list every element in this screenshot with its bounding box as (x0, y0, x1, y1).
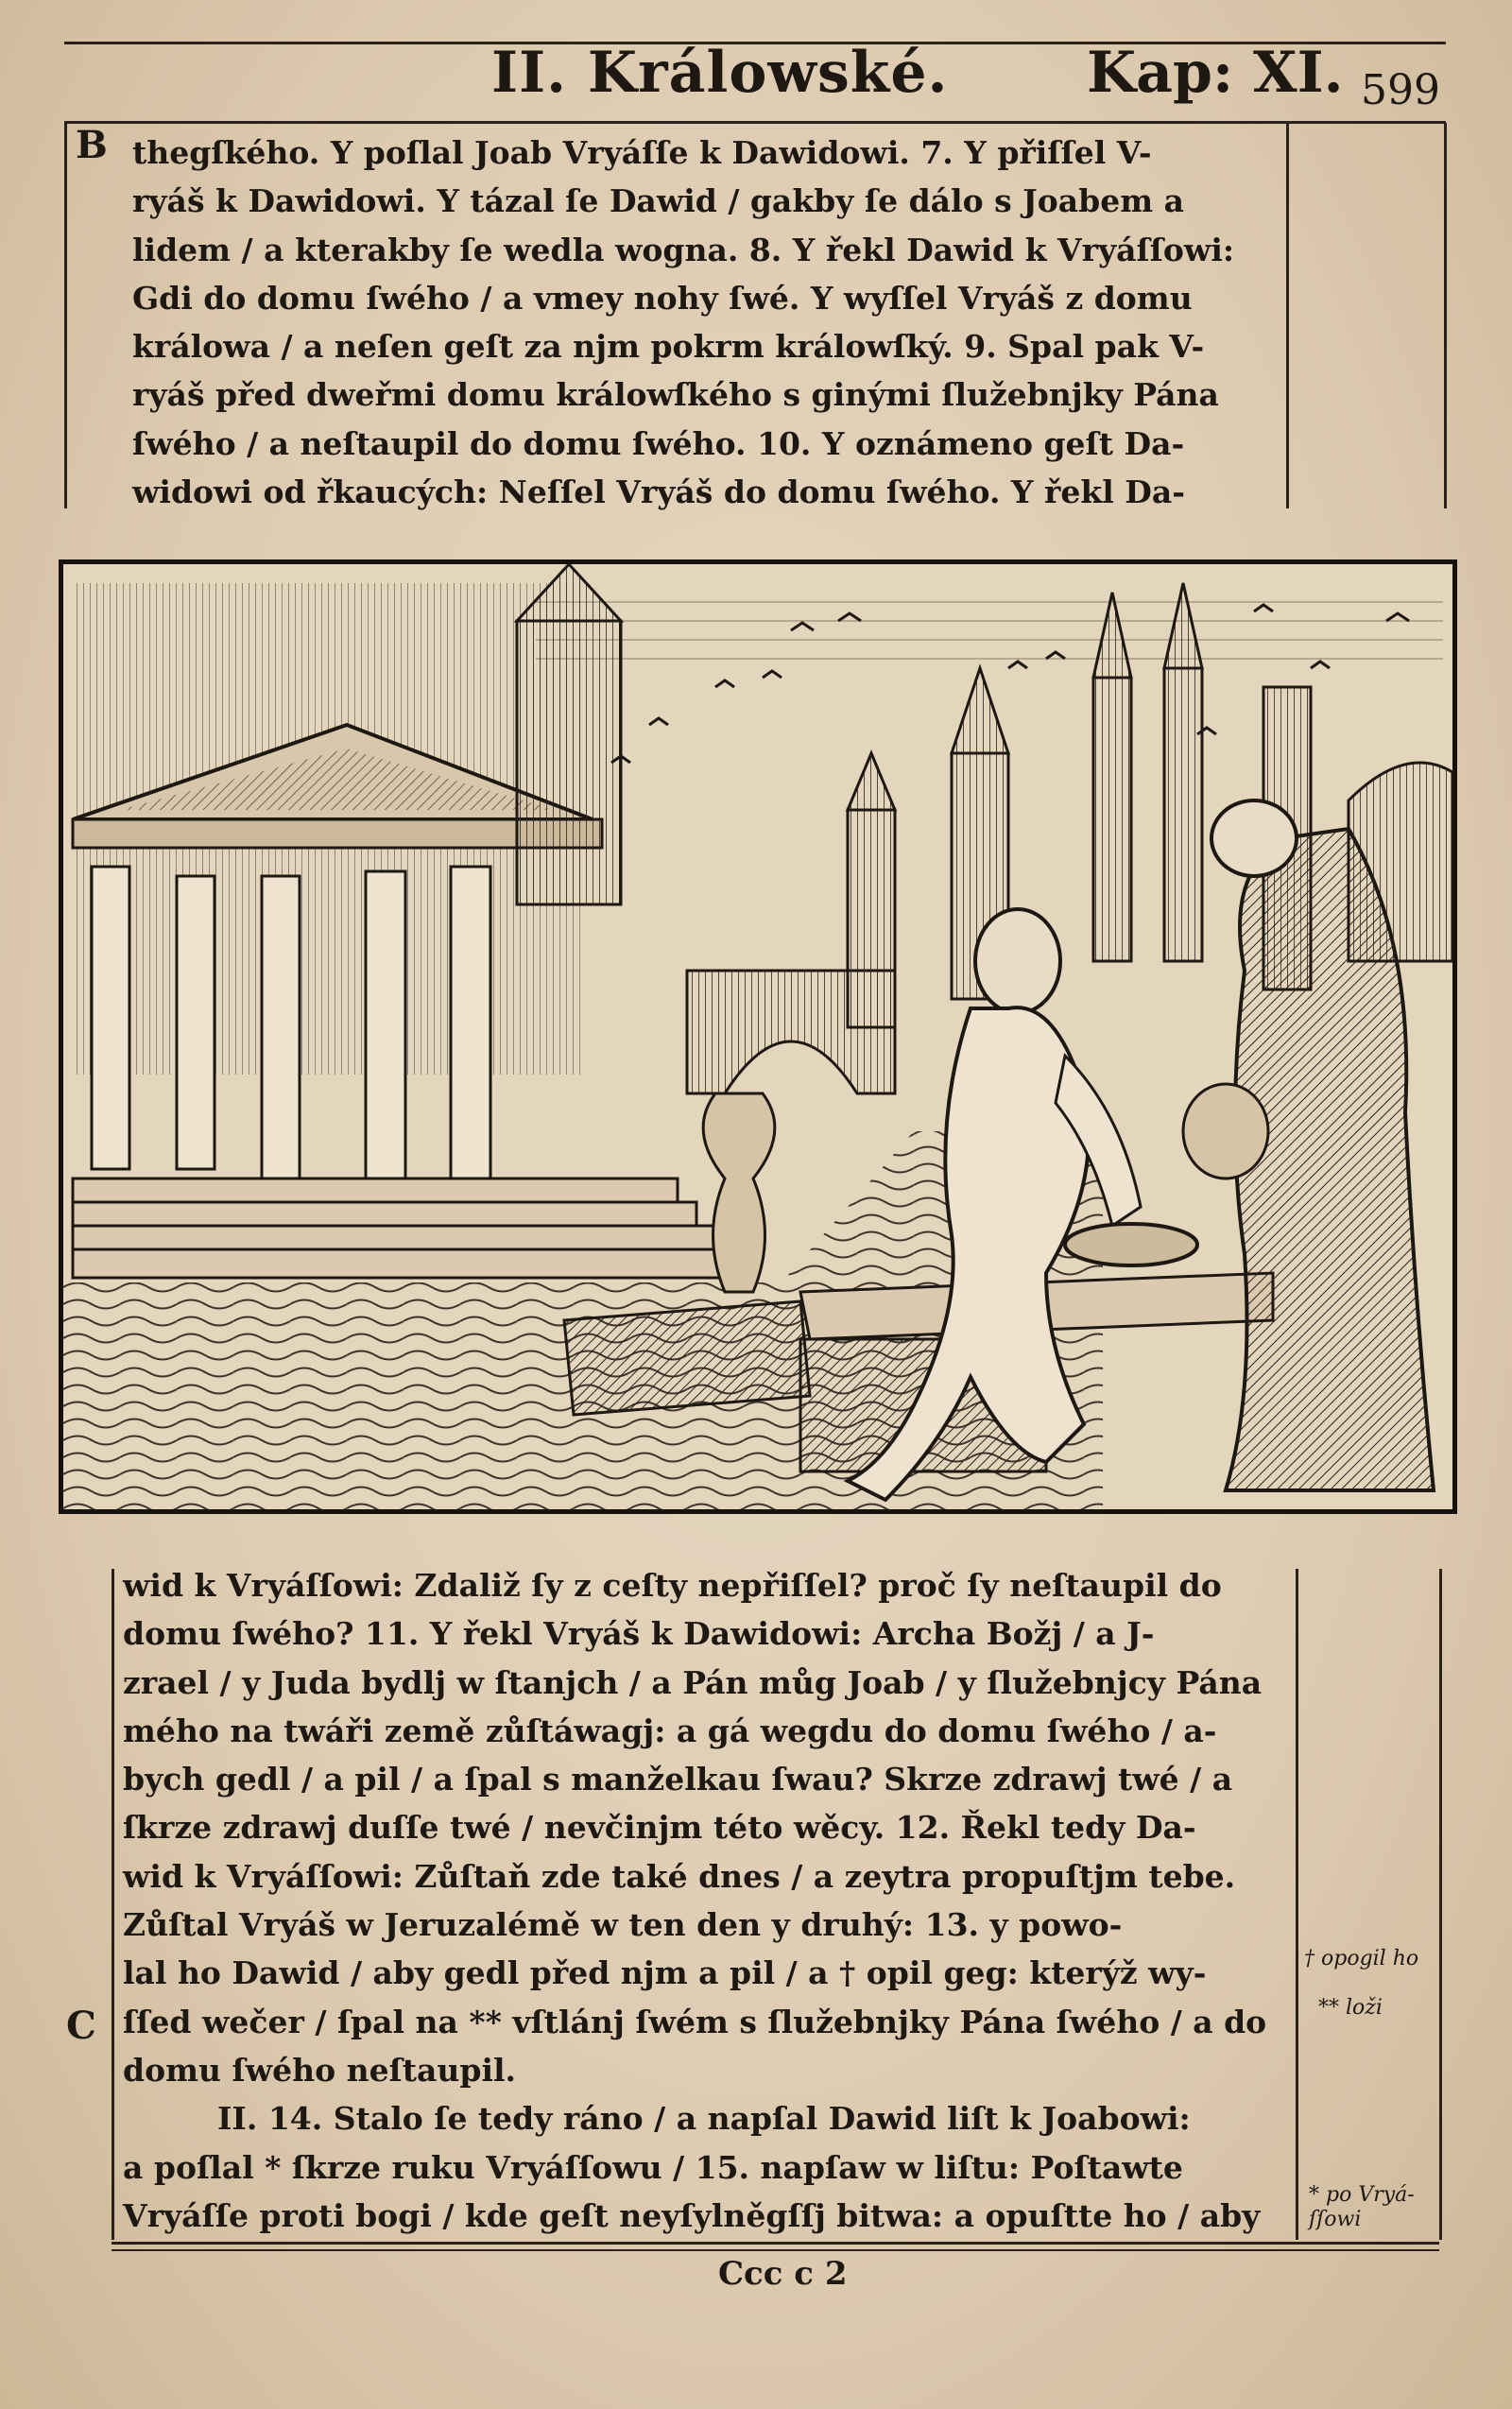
text-line: domu ſwého? 11. Y řekl Vryáš k Dawidowi: Archa Božj / a J- (123, 1615, 1155, 1653)
gathering-signature: Ccc c 2 (718, 2255, 848, 2293)
text-line: a poſlal * ſkrze ruku Vryáſſowu / 15. napſaw w liſtu: Poſtawte (123, 2148, 1183, 2186)
bottom-text-block (123, 1561, 1266, 2240)
text-line: wid k Vryáſſowi: Zůſtaň zde také dnes / a zeytra propuſtjm tebe. (123, 1857, 1236, 1895)
text-line: ſſed wečer / ſpal na ** vſtlánj ſwém s ſlužebnjky Pána ſwého / a do (123, 2003, 1267, 2040)
margin-note-line: * po Vryá- (1309, 2183, 1415, 2207)
text-line: ryáš před dweřmi domu králowſkého s ginými ſlužebnjky Pána (132, 376, 1219, 414)
text-line: wid k Vryáſſowi: Zdaliž ſy z ceſty nepřiſſel? proč ſy neſtaupil do (123, 1567, 1222, 1604)
section-marker-b: B (76, 123, 108, 167)
text-line: mého na twáři země zůſtáwagj: a gá wegdu do domu ſwého / a- (123, 1712, 1217, 1749)
bathsheba-woodcut-image (63, 564, 1452, 1509)
text-line: widowi od řkaucých: Neſſel Vryáš do domu ſwého. Y řekl Da- (132, 473, 1185, 511)
text-line: Zůſtal Vryáš w Jeruzalémě w ten den y druhý: 13. y powo- (123, 1906, 1123, 1944)
running-head-title: II. Králowské. (491, 40, 949, 106)
text-line: lal ho Dawid / aby gedl před njm a pil / a † opil geg: kterýž wy- (123, 1954, 1207, 1992)
text-line: Gdi do domu ſwého / a vmey nohy ſwé. Y wyſſel Vryáš z domu (132, 279, 1193, 317)
woodcut-illustration (59, 559, 1457, 1514)
text-line: thegſkého. Y poſlal Joab Vryáſſe k Dawidowi. 7. Y přiſſel V- (132, 134, 1152, 171)
margin-note-lozi: ** loži (1318, 1996, 1383, 2020)
text-line: králowa / a neſen geſt za njm pokrm králowſký. 9. Spal pak V- (132, 328, 1205, 366)
folio-number: 599 (1361, 66, 1440, 114)
text-line: lidem / a kterakby ſe wedla wogna. 8. Y řekl Dawid k Vryáſſowi: (132, 231, 1235, 268)
text-line: ſwého / a neſtaupil do domu ſwého. 10. Y oznámeno geſt Da- (132, 424, 1185, 462)
section-marker-c: C (66, 2004, 96, 2048)
footer-rule-double (112, 2249, 1439, 2251)
margin-note-vryasowi (1309, 2183, 1415, 2232)
text-line: ryáš k Dawidowi. Y tázal ſe Dawid / gakby ſe dálo s Joabem a (132, 182, 1185, 220)
text-line: Vryáſſe proti bogi / kde geſt neyſylněgſſj bitwa: a opuſtte ho / aby (123, 2196, 1261, 2234)
text-line: ſkrze zdrawj duſſe twé / nevčinjm této wěcy. 12. Řekl tedy Da- (123, 1809, 1196, 1847)
footer-rule (112, 2242, 1439, 2245)
top-text-block (132, 129, 1234, 516)
text-line: II. 14. Stalo ſe tedy ráno / a napſal Dawid liſt k Joabowi: (217, 2100, 1191, 2138)
margin-note-opil: † opogil ho (1304, 1947, 1419, 1970)
margin-note-line: ſſowi (1309, 2208, 1362, 2231)
text-line: bych gedl / a pil / a ſpal s manželkau ſwau? Skrze zdrawj twé / a (123, 1761, 1233, 1798)
text-line: domu ſwého neſtaupil. (123, 2051, 517, 2089)
chapter-number: Kap: XI. (1087, 40, 1344, 106)
bottom-margin-frame (1293, 1569, 1442, 2240)
text-line: zrael / y Juda bydlj w ſtanjch / a Pán můg Joab / y ſlužebnjcy Pána (123, 1663, 1263, 1701)
top-margin-frame (1283, 123, 1447, 508)
